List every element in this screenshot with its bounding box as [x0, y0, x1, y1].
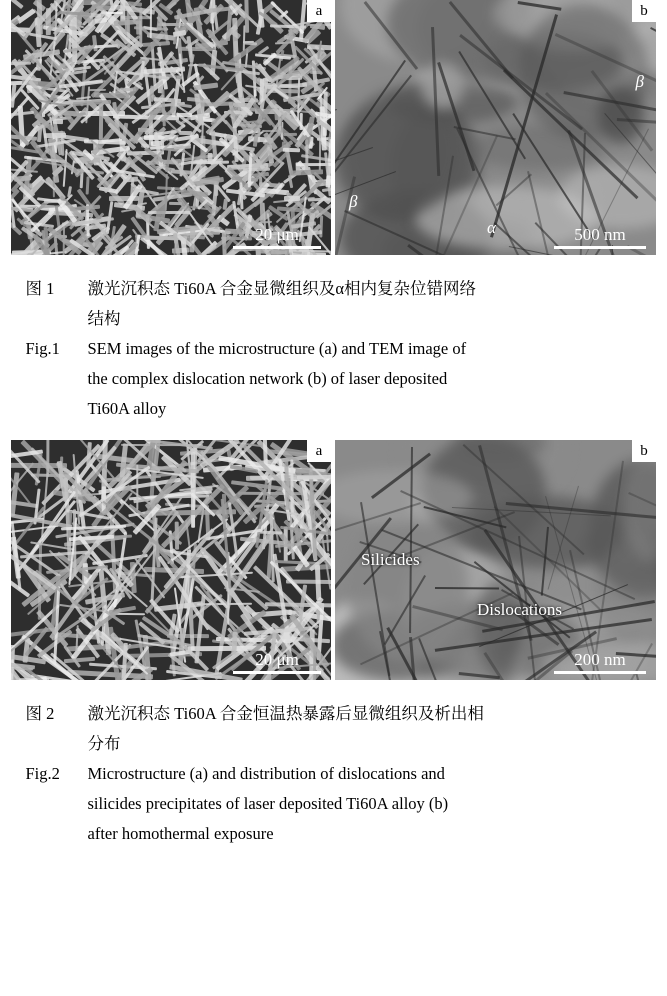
figure-2-caption-cn-tag: 图 2	[25, 704, 55, 723]
figure-1-panel-b-scalebar	[554, 225, 646, 249]
figure-1-caption-en-row	[26, 334, 642, 364]
figure-1-panel-a-corner-label: a	[307, 0, 331, 22]
figure-1-caption-en-tag: Fig.1	[25, 339, 60, 358]
figure-2-caption-en-line2: silicides precipitates of laser deposited Ti60A alloy (b)	[87, 794, 449, 813]
figure-2-panel-b-scalebar-line	[554, 671, 646, 674]
figure-1-caption-en-line1: SEM images of the microstructure (a) and TEM image of	[87, 339, 467, 358]
figure-2-caption-en-row	[26, 759, 642, 789]
figure-1-caption-en-line3: Ti60A alloy	[87, 399, 167, 418]
dislocations-label: Dislocations	[477, 600, 562, 619]
figure-2-panel-a	[11, 440, 331, 680]
figure-1-caption	[26, 274, 642, 424]
figure-2-panel-a-scalebar-line	[233, 671, 321, 674]
figure-2-caption-en-line1: Microstructure (a) and distribution of dislocations and	[87, 764, 445, 783]
figure-2-caption-cn-row	[26, 699, 642, 729]
figure-1-caption-cn-row	[26, 274, 642, 304]
figure-2-caption-en-tag: Fig.2	[25, 764, 60, 783]
sem-micrograph-texture-2	[11, 440, 331, 680]
figure-1	[11, 0, 656, 260]
figure-1-panel-a-scalebar-line	[233, 246, 321, 249]
beta-phase-label-left: β	[349, 192, 358, 211]
figure-1-caption-en-line2: the complex dislocation network (b) of laser deposited	[87, 369, 448, 388]
figure-1-caption-cn-tag: 图 1	[25, 279, 55, 298]
figure-1-panel-b-image	[335, 0, 656, 255]
figure-1-panel-a	[11, 0, 331, 255]
figure-2-panel-a-scalebar	[233, 650, 321, 674]
tem-micrograph-texture	[335, 0, 656, 255]
figure-2-caption-en-line3: after homothermal exposure	[87, 824, 274, 843]
figure-2-panel-b-corner-label: b	[632, 440, 656, 462]
figure-1-panel-b-scalebar-text: 500 nm	[574, 225, 626, 244]
figure-2-panel-b-scalebar	[554, 650, 646, 674]
figure-1-panel-b-corner-label: b	[632, 0, 656, 22]
figure-2-panel-a-scalebar-text: 20 μm	[255, 650, 299, 669]
figure-1-caption-cn-line2: 结构	[87, 309, 121, 328]
figure-1-panel-a-scalebar	[233, 225, 321, 249]
figure-1-panel-a-scalebar-text: 20 μm	[255, 225, 299, 244]
figure-1-caption-cn-line1: 激光沉积态 Ti60A 合金显微组织及α相内复杂位错网络	[87, 279, 476, 298]
figure-2-panel-a-image	[11, 440, 331, 680]
figure-1-panel-b-scalebar-line	[554, 246, 646, 249]
figure-2-panel-b-scalebar-text: 200 nm	[574, 650, 626, 669]
sem-micrograph-texture	[11, 0, 331, 255]
figure-2-panel-a-corner-label: a	[307, 440, 331, 462]
figure-1-panel-b	[335, 0, 656, 255]
figure-2-panels	[11, 440, 656, 680]
silicides-label: Silicides	[361, 550, 420, 569]
figure-2-panel-b	[335, 440, 656, 680]
figure-2-caption-cn-line2: 分布	[87, 734, 121, 753]
figure-2-panel-b-image	[335, 440, 656, 680]
beta-phase-label-right: β	[635, 72, 644, 91]
figure-1-panels	[11, 0, 656, 255]
alpha-phase-label: α	[487, 218, 496, 237]
figure-2-caption	[26, 699, 642, 849]
figure-1-panel-a-image	[11, 0, 331, 255]
figure-2	[11, 440, 656, 685]
figure-2-caption-cn-line1: 激光沉积态 Ti60A 合金恒温热暴露后显微组织及析出相	[87, 704, 484, 723]
